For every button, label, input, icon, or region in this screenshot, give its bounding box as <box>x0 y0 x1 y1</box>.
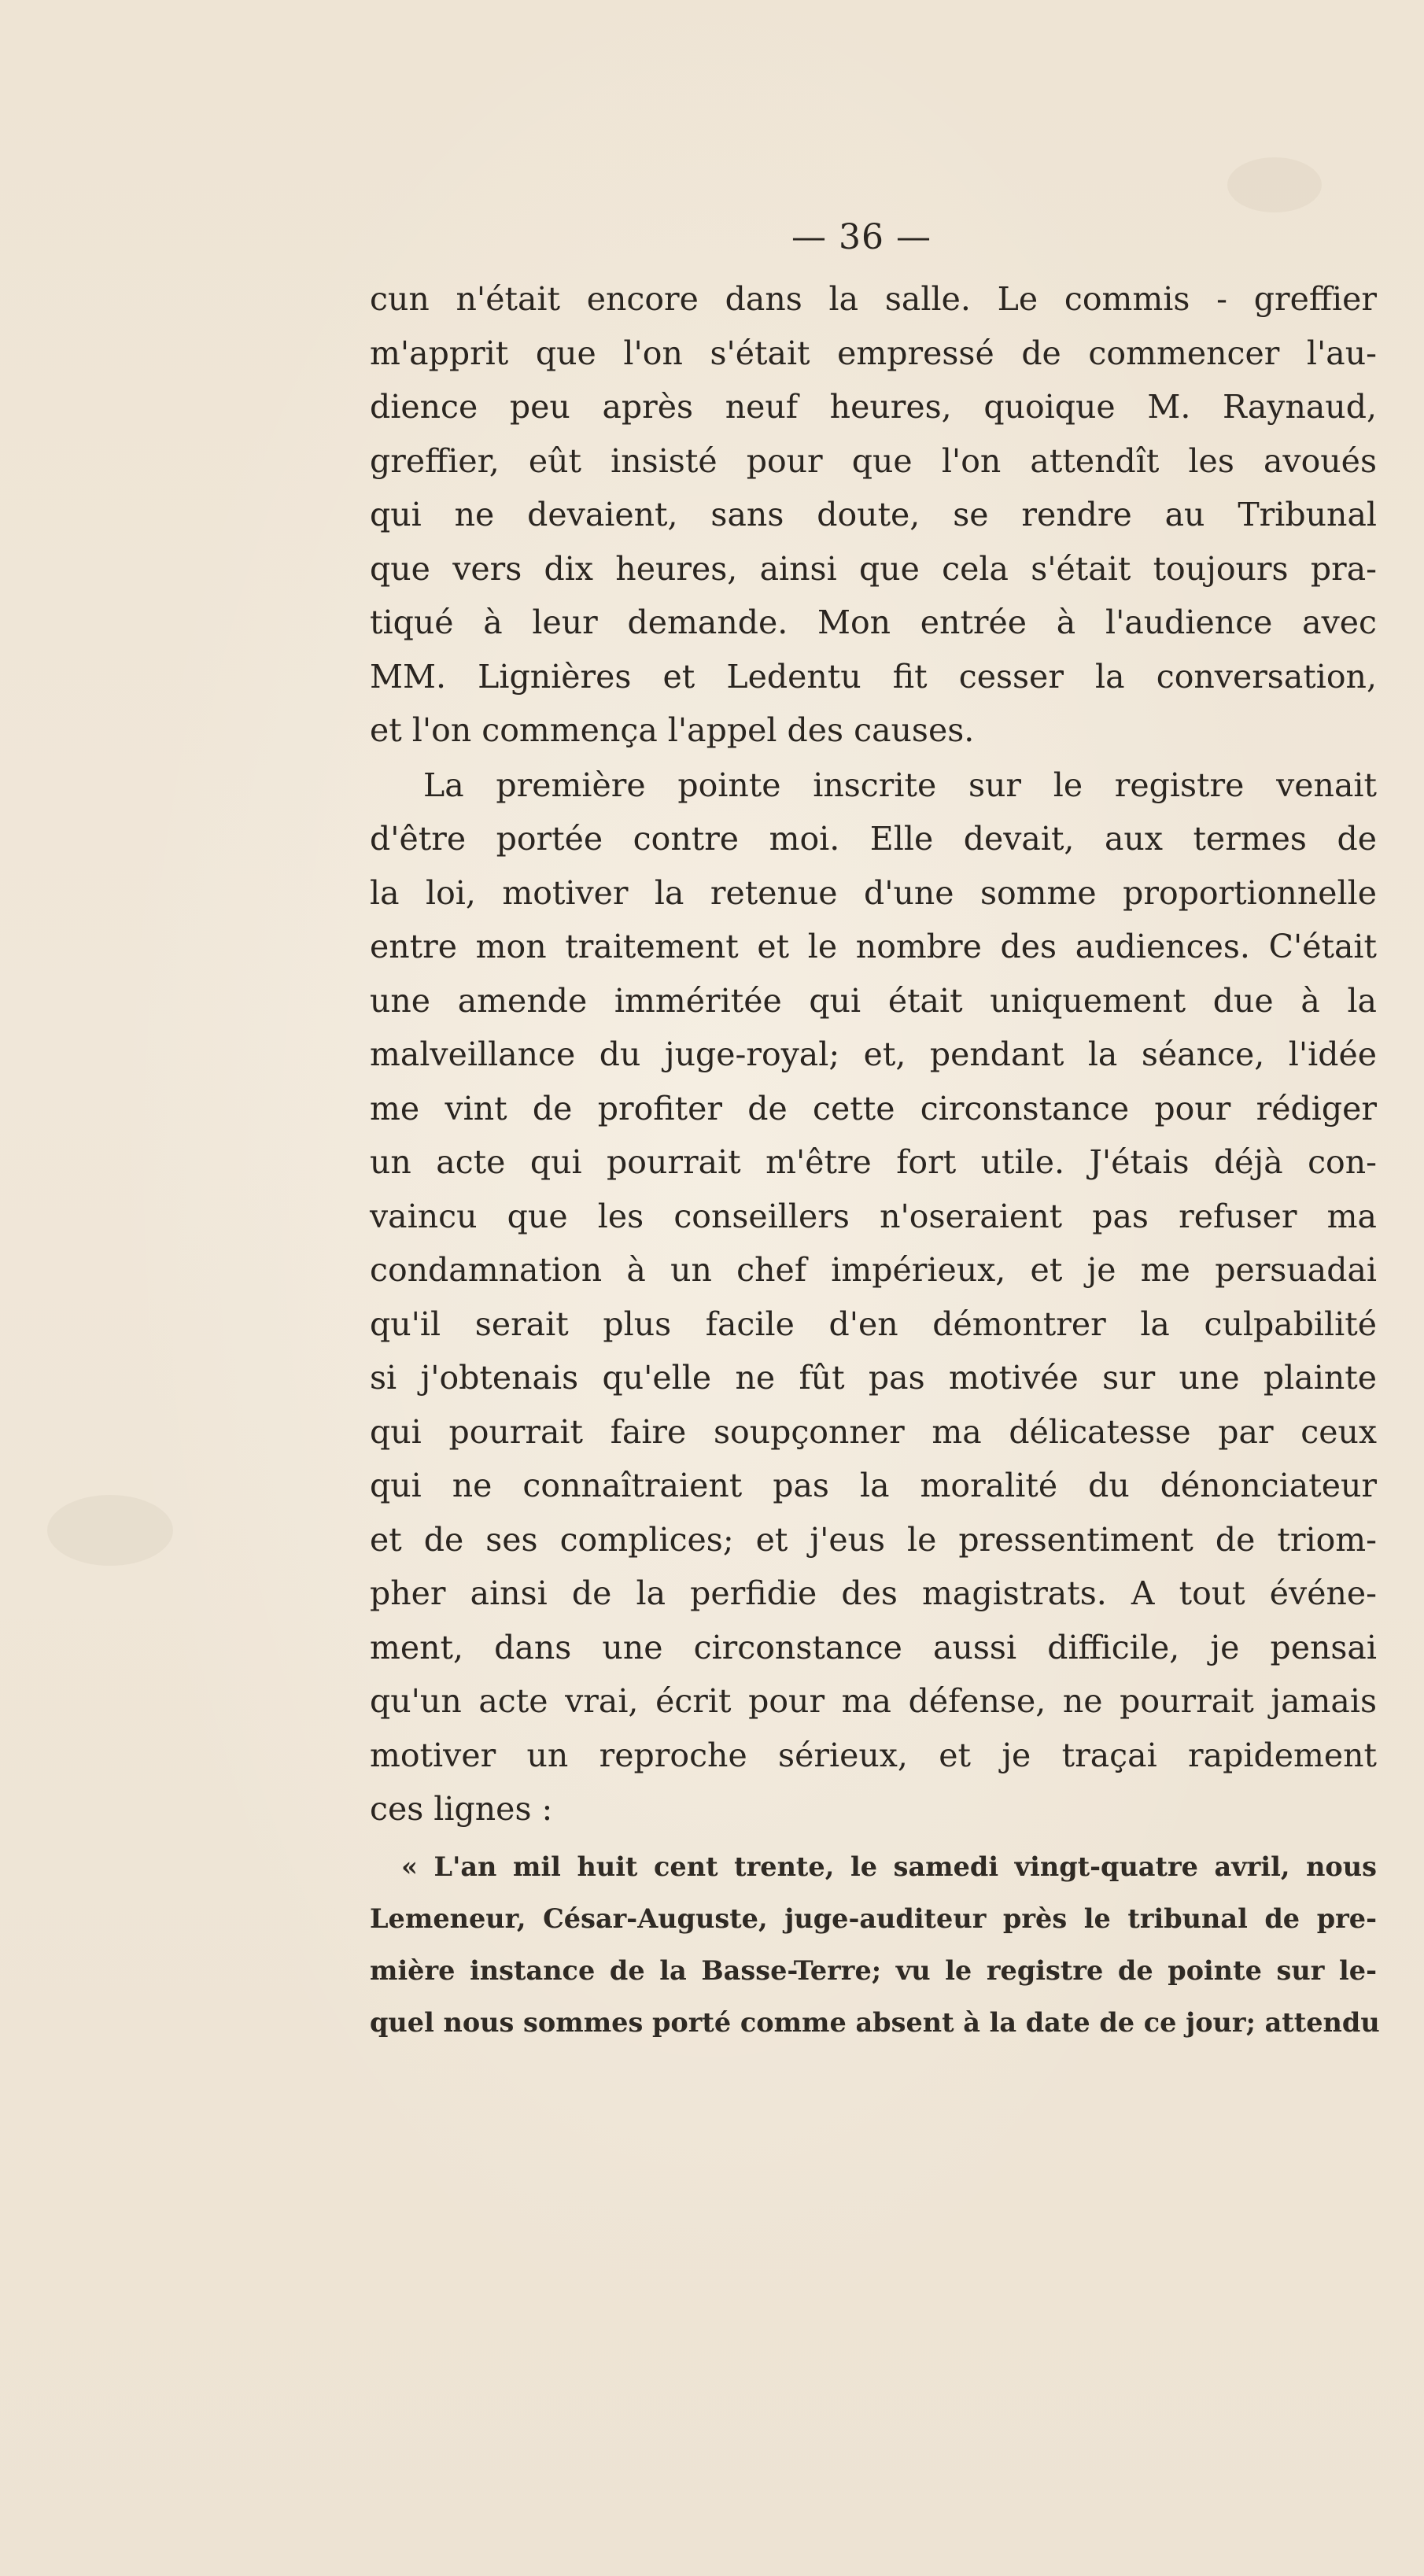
text-line: m'apprit que l'on s'était empressé de commencer l'au- <box>370 334 1377 372</box>
text-line: tiqué à leur demande. Mon entrée à l'audience avec <box>370 603 1377 641</box>
text-line: entre mon traitement et le nombre des audiences. C'était <box>370 928 1377 965</box>
text-line: vaincu que les conseillers n'oseraient pas refuser ma <box>370 1197 1377 1235</box>
text-line: une amende imméritée qui était uniquement due à la <box>370 981 1377 1020</box>
text-line: qui pourrait faire soupçonner ma délicatesse par ceux <box>370 1412 1377 1451</box>
body-text <box>370 272 1380 2049</box>
text-line: la loi, motiver la retenue d'une somme proportionnelle <box>370 873 1377 912</box>
text-line: cun n'était encore dans la salle. Le commis - greffier <box>370 280 1377 318</box>
text-column <box>370 214 1380 2049</box>
text-line: d'être portée contre moi. Elle devait, aux termes de <box>370 820 1377 858</box>
text-line: qui ne connaîtraient pas la moralité du dénonciateur <box>370 1467 1377 1504</box>
text-line: dience peu après neuf heures, quoique M. Raynaud, <box>370 388 1377 426</box>
text-line: qu'il serait plus facile d'en démontrer la culpabilité <box>370 1305 1377 1343</box>
text-line: malveillance du juge-royal; et, pendant la séance, l'idée <box>370 1035 1377 1073</box>
text-line: pher ainsi de la perfidie des magistrats. A tout événe- <box>370 1574 1377 1612</box>
text-line: motiver un reproche sérieux, et je traçai rapidement <box>370 1736 1377 1774</box>
paper-stain <box>47 1495 173 1566</box>
page-number: — 36 — <box>791 217 932 257</box>
text-line: condamnation à un chef impérieux, et je me persuadai <box>370 1251 1377 1289</box>
paper-stain <box>1227 157 1322 212</box>
text-line: ces lignes : <box>370 1790 553 1828</box>
quote-line: quel nous sommes porté comme absent à la date de ce jour; attendu <box>370 2006 1380 2038</box>
quote-line: Lemeneur, César-Auguste, juge-auditeur près le tribunal de pre- <box>370 1902 1377 1934</box>
paragraph <box>370 272 1377 758</box>
text-line: MM. Lignières et Ledentu fit cesser la conversation, <box>370 657 1377 696</box>
text-line: La première pointe inscrite sur le registre venait <box>423 766 1377 804</box>
text-line: que vers dix heures, ainsi que cela s'était toujours pra- <box>370 549 1377 588</box>
text-line: un acte qui pourrait m'être fort utile. J'étais déjà con- <box>370 1143 1377 1181</box>
text-line: me vint de profiter de cette circonstance pour rédiger <box>370 1089 1377 1127</box>
quote-line: mière instance de la Basse-Terre; vu le registre de pointe sur le- <box>370 1954 1377 1986</box>
text-line: qui ne devaient, sans doute, se rendre au Tribunal <box>370 496 1377 533</box>
quoted-act <box>370 1841 1380 2049</box>
text-line: si j'obtenais qu'elle ne fût pas motivée sur une plainte <box>370 1359 1377 1397</box>
text-line: et de ses complices; et j'eus le pressentiment de triom- <box>370 1520 1377 1559</box>
text-line: qu'un acte vrai, écrit pour ma défense, ne pourrait jamais <box>370 1682 1377 1720</box>
quote-line: « L'an mil huit cent trente, le samedi vingt-quatre avril, nous <box>401 1851 1377 1882</box>
text-line: et l'on commença l'appel des causes. <box>370 711 975 749</box>
paragraph <box>370 758 1377 1836</box>
text-line: greffier, eût insisté pour que l'on attendît les avoués <box>370 441 1377 480</box>
text-line: ment, dans une circonstance aussi difficile, je pensai <box>370 1628 1377 1666</box>
